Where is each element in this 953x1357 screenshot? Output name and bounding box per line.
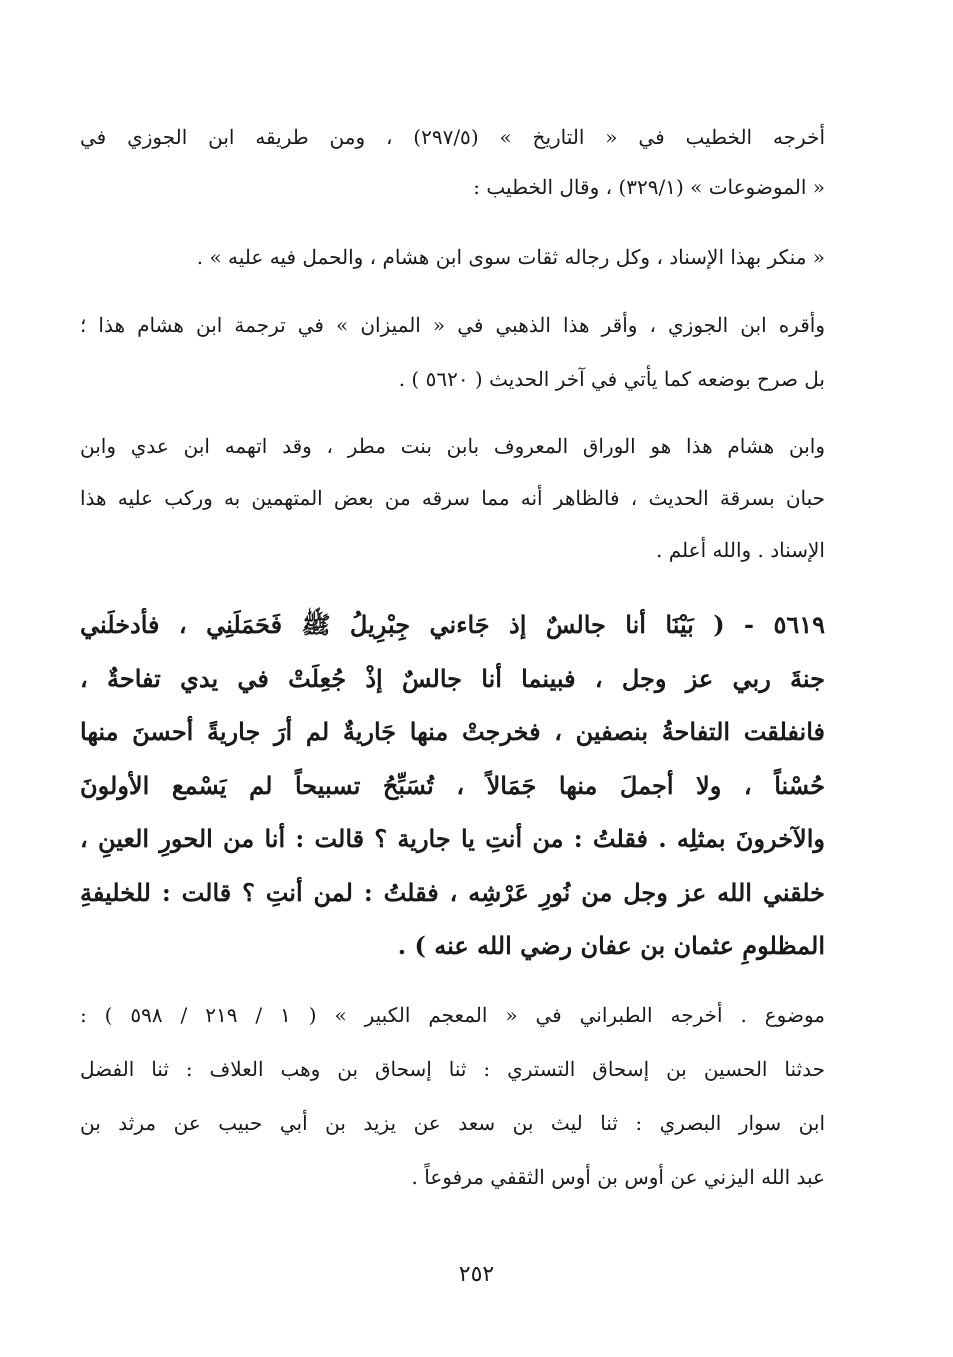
text-line: الإسناد . والله أعلم . <box>656 538 825 562</box>
hadith-line: حُسْناً ، ولا أجملَ منها جَمَالاً ، تُسَبِّحُ تسبيحاً لم يَسْمع الأولونَ <box>80 770 825 800</box>
hadith-line: المظلومِ عثمان بن عفان رضي الله عنه ) . <box>397 931 825 960</box>
text-line: بل صرح بوضعه كما يأتي في آخر الحديث ( ٥٦٢٠ ) . <box>398 367 825 391</box>
hadith-line: ٥٦١٩ - ( بَيْنَا أنا جالسٌ إذ جَاءني جِبْرِيلُ ﷺ فَحَمَلَنِي ، فأدخلَني <box>80 610 825 639</box>
hadith-line: خلقني الله عز وجل من نُورِ عَرْشِه ، فقلتُ : لمن أنتِ ؟ قالت : للخليفةِ <box>80 877 825 907</box>
text-line: ابن سوار البصري : ثنا ليث بن سعد عن يزيد بن أبي حبيب عن مرثد بن <box>80 1111 825 1135</box>
hadith-line: فانفلقت التفاحةُ بنصفين ، فخرجتْ منها جَاريةٌ لم أرَ جاريةً أحسنَ منها <box>80 717 825 746</box>
paragraph-ibn-jawzi-dhahabi <box>80 298 825 406</box>
text-line: وابن هشام هذا هو الوراق المعروف بابن بنت مطر ، وقد اتهمه ابن عدي وابن <box>80 434 825 458</box>
text-line: أخرجه الخطيب في « التاريخ » (٢٩٧/٥) ، ومن طريقه ابن الجوزي في <box>80 125 826 149</box>
hadith-line: جنةَ ربي عز وجل ، فبينما أنا جالسٌ إذْ جُعِلَتْ في يدي تفاحةٌ ، <box>80 663 825 693</box>
paragraph-grading <box>80 988 825 1204</box>
paragraph-takhrij-khatib <box>80 112 825 212</box>
paragraph-ibn-hisham <box>80 420 825 576</box>
paragraph-khatib-quote <box>80 232 825 282</box>
page-number: ٢٥٢ <box>458 1262 495 1287</box>
text-line: موضوع . أخرجه الطبراني في « المعجم الكبير » ( ١ / ٢١٩ / ٥٩٨ ) : <box>80 1003 826 1027</box>
text-line: حبان بسرقة الحديث ، فالظاهر أنه مما سرقه من بعض المتهمين به وركب عليه هذا <box>80 486 825 510</box>
text-line: عبد الله اليزني عن أوس بن أوس الثقفي مرفوعاً . <box>411 1165 825 1189</box>
text-line: وأقره ابن الجوزي ، وأقر هذا الذهبي في « الميزان » في ترجمة ابن هشام هذا ؛ <box>80 313 825 337</box>
text-line: حدثنا الحسين بن إسحاق التستري : ثنا إسحاق بن وهب العلاف : ثنا الفضل <box>80 1057 825 1081</box>
text-line: « الموضوعات » (٣٢٩/١) ، وقال الخطيب : <box>473 175 825 199</box>
text-line: « منكر بهذا الإسناد ، وكل رجاله ثقات سوى ابن هشام ، والحمل فيه عليه » . <box>196 245 825 269</box>
hadith-text <box>80 598 825 973</box>
hadith-line: والآخرونَ بمثلِه . فقلتُ : من أنتِ يا جارية ؟ قالت : أنا من الحورِ العينِ ، <box>80 824 825 853</box>
